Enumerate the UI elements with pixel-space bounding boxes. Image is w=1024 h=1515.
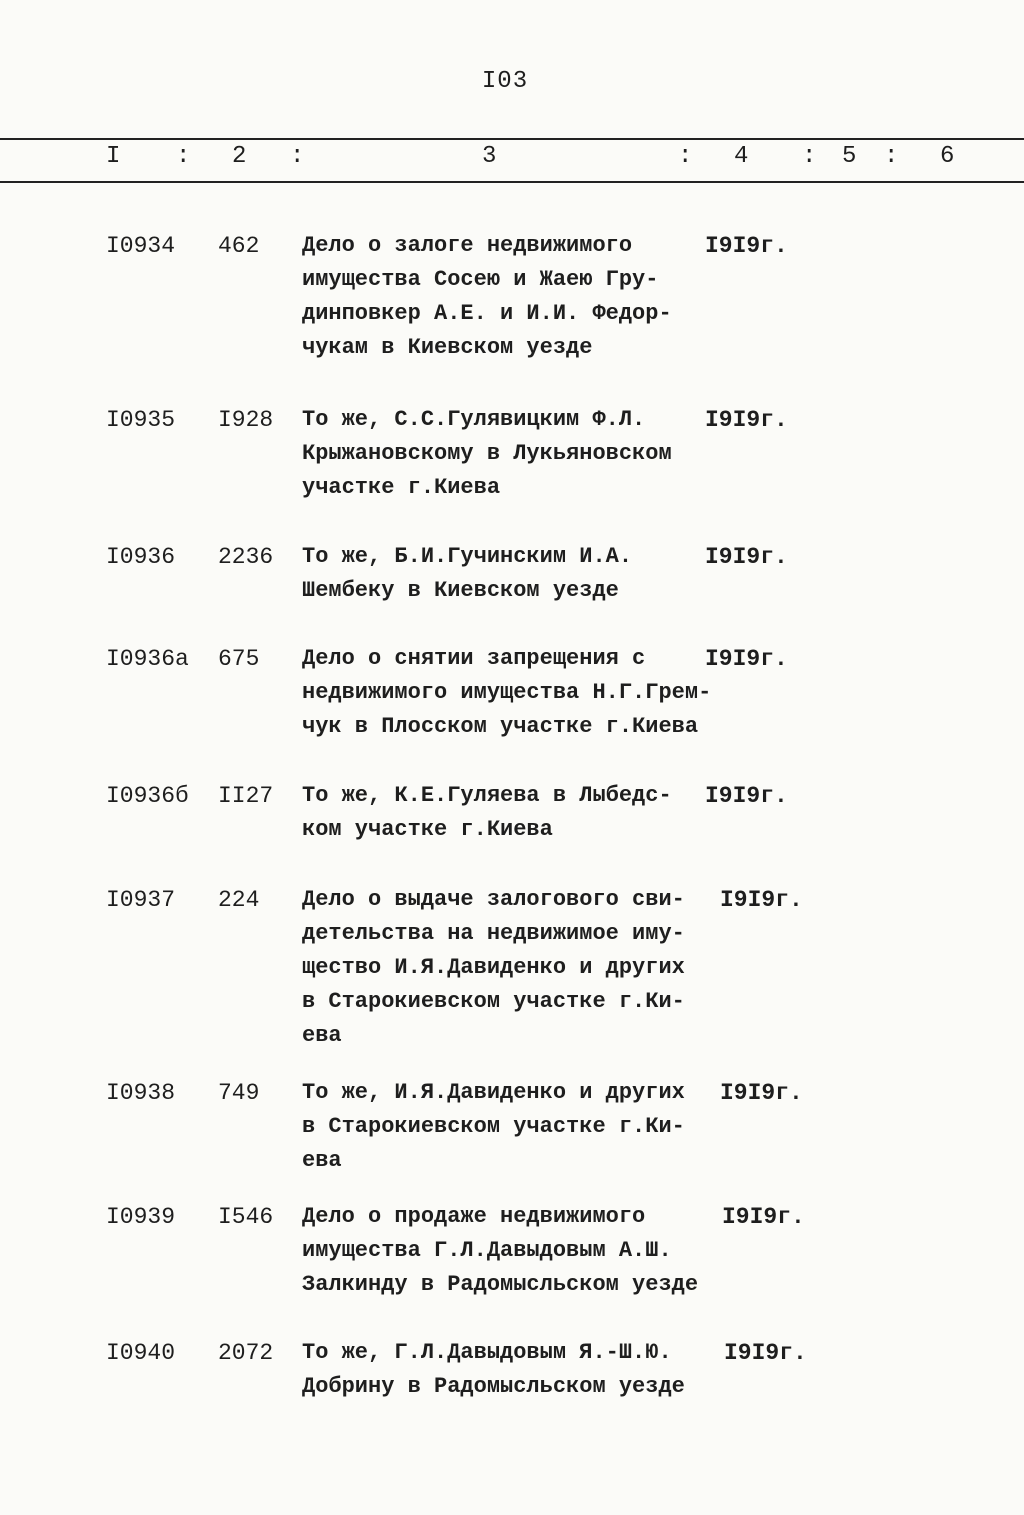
entry-year: I9I9г. xyxy=(720,887,803,913)
entry-description-line: Дело о продаже недвижимого xyxy=(302,1204,646,1229)
entry-description-line: Дело о залоге недвижимого xyxy=(302,233,633,258)
entry-description-line: чук в Плосском участке г.Киева xyxy=(302,714,699,739)
header-rule-top xyxy=(0,138,1024,140)
entry-number: I0935 xyxy=(106,407,176,433)
col-header-6: 6 xyxy=(940,143,955,170)
entry-sheets: I546 xyxy=(218,1204,274,1230)
col-separator: : xyxy=(290,143,305,170)
entry-number: I0937 xyxy=(106,887,176,913)
entry-sheets: 2236 xyxy=(218,544,274,570)
entry-number: I0936 xyxy=(106,544,176,570)
entry-sheets: 224 xyxy=(218,887,260,913)
entry-description-line: То же, Б.И.Гучинским И.А. xyxy=(302,544,633,569)
entry-year: I9I9г. xyxy=(724,1340,807,1366)
entry-description-line: Залкинду в Радомысльском уезде xyxy=(302,1272,699,1297)
entry-year: I9I9г. xyxy=(705,646,788,672)
entry-description xyxy=(302,642,722,744)
entry-description-line: детельства на недвижимое иму- xyxy=(302,921,685,946)
entry-number: I0936а xyxy=(106,646,189,672)
col-header-2: 2 xyxy=(232,143,247,170)
entry-description-line: динповкер А.Е. и И.И. Федор- xyxy=(302,301,672,326)
entry-description xyxy=(302,1200,722,1302)
entry-year: I9I9г. xyxy=(705,783,788,809)
entry-sheets: 675 xyxy=(218,646,260,672)
entry-number: I0934 xyxy=(106,233,176,259)
entry-description-line: Дело о снятии запрещения с xyxy=(302,646,646,671)
entry-sheets: 462 xyxy=(218,233,260,259)
entry-description xyxy=(302,883,722,1053)
entry-year: I9I9г. xyxy=(705,544,788,570)
entry-number: I0940 xyxy=(106,1340,176,1366)
entry-description xyxy=(302,1336,722,1404)
entry-description-line: ева xyxy=(302,1148,342,1173)
entry-number: I0939 xyxy=(106,1204,176,1230)
entry-description-line: Добрину в Радомысльском уезде xyxy=(302,1374,685,1399)
entry-sheets: I928 xyxy=(218,407,274,433)
entry-description-line: Крыжановскому в Лукьяновском xyxy=(302,441,672,466)
entry-description-line: в Старокиевском участке г.Ки- xyxy=(302,1114,685,1139)
entry-description-line: То же, С.С.Гулявицким Ф.Л. xyxy=(302,407,646,432)
entry-sheets: 749 xyxy=(218,1080,260,1106)
col-header-3: 3 xyxy=(482,143,497,170)
entry-description xyxy=(302,403,722,505)
entry-description xyxy=(302,779,722,847)
entry-year: I9I9г. xyxy=(705,233,788,259)
entry-description xyxy=(302,229,722,365)
col-header-5: 5 xyxy=(842,143,857,170)
entry-year: I9I9г. xyxy=(705,407,788,433)
entry-description-line: недвижимого имущества Н.Г.Грем- xyxy=(302,680,712,705)
entry-description-line: участке г.Киева xyxy=(302,475,501,500)
entry-description xyxy=(302,540,722,608)
entry-description-line: имущества Г.Л.Давыдовым А.Ш. xyxy=(302,1238,672,1263)
entry-description-line: Дело о выдаче залогового сви- xyxy=(302,887,685,912)
entry-description-line: То же, Г.Л.Давыдовым Я.-Ш.Ю. xyxy=(302,1340,672,1365)
col-separator: : xyxy=(884,143,899,170)
entry-description-line: Шембеку в Киевском уезде xyxy=(302,578,619,603)
col-separator: : xyxy=(802,143,817,170)
entry-description xyxy=(302,1076,722,1178)
col-header-4: 4 xyxy=(734,143,749,170)
entry-description-line: имущества Сосею и Жаею Гру- xyxy=(302,267,659,292)
entry-description-line: ком участке г.Киева xyxy=(302,817,553,842)
entry-description-line: щество И.Я.Давиденко и других xyxy=(302,955,685,980)
col-separator: : xyxy=(678,143,693,170)
col-header-1: I xyxy=(106,143,121,170)
entry-number: I0938 xyxy=(106,1080,176,1106)
entry-description-line: То же, К.Е.Гуляева в Лыбедс- xyxy=(302,783,672,808)
page-number: I03 xyxy=(481,68,529,95)
col-separator: : xyxy=(176,143,191,170)
entry-year: I9I9г. xyxy=(722,1204,805,1230)
entry-description-line: ева xyxy=(302,1023,342,1048)
header-rule-bottom xyxy=(0,181,1024,183)
entry-number: I0936б xyxy=(106,783,189,809)
entry-description-line: чукам в Киевском уезде xyxy=(302,335,593,360)
entry-sheets: 2072 xyxy=(218,1340,274,1366)
entry-sheets: II27 xyxy=(218,783,274,809)
entry-description-line: То же, И.Я.Давиденко и других xyxy=(302,1080,685,1105)
entry-description-line: в Старокиевском участке г.Ки- xyxy=(302,989,685,1014)
entry-year: I9I9г. xyxy=(720,1080,803,1106)
